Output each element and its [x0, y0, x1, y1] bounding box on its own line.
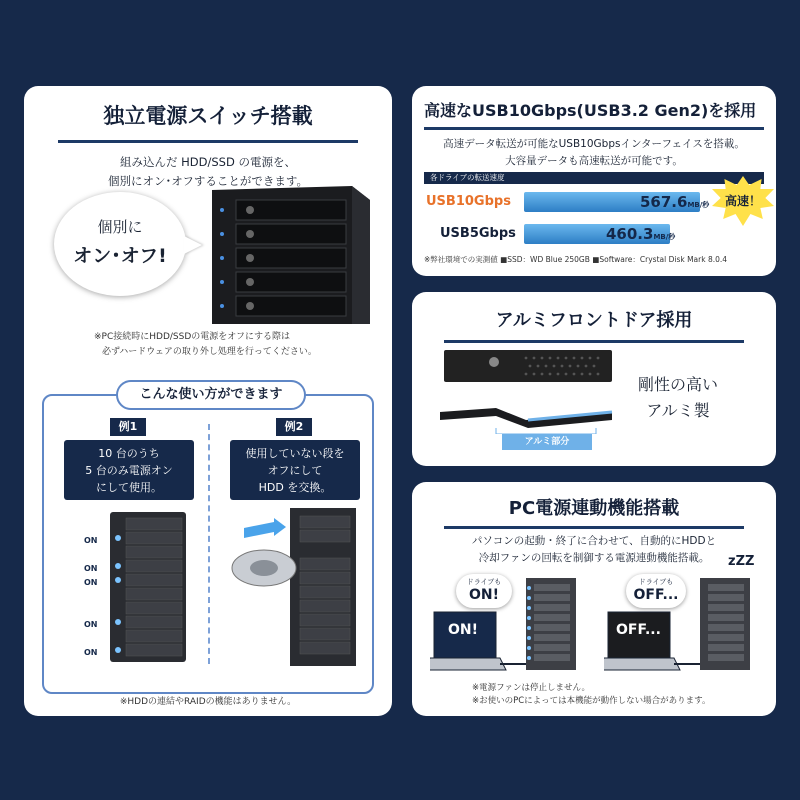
- pc-notes: [472, 682, 711, 708]
- divider: [208, 424, 210, 664]
- alu-text-line: アルミ製: [646, 401, 710, 420]
- front-door-image: [436, 350, 616, 434]
- pc-connection-note: [94, 330, 317, 360]
- on-label: ON: [84, 620, 98, 629]
- example-line: 5 台のみ電源オン: [85, 464, 173, 477]
- card-description: [412, 533, 776, 567]
- drive-off-bubble: [626, 574, 686, 608]
- usage-examples-box: [42, 387, 374, 694]
- usb-speed-card: [412, 86, 776, 276]
- on-label: ON: [84, 578, 98, 587]
- title-rule: [444, 340, 744, 343]
- note-line: ※電源ファンは停止しません。: [472, 683, 590, 693]
- bubble-line: オン･オフ!: [73, 245, 167, 267]
- example-line: オフにして: [267, 464, 323, 477]
- independent-power-card: [24, 86, 392, 716]
- bubble-small-text: ドライブも: [638, 578, 674, 586]
- example-line: 10 台のうち: [98, 447, 160, 460]
- usb5-label: USB5Gbps: [440, 226, 516, 241]
- example-2-tag: 例2: [276, 418, 312, 436]
- bubble-small-text: ドライブも: [466, 578, 502, 586]
- aluminum-description: [638, 372, 718, 424]
- example-line: HDD を交換。: [258, 481, 332, 494]
- usage-examples-label: こんな使い方ができます: [116, 380, 306, 410]
- example-1-tag: 例1: [110, 418, 146, 436]
- speed-header: 各ドライブの転送速度: [424, 172, 764, 184]
- on-label: ON: [84, 564, 98, 573]
- title-rule: [424, 127, 764, 130]
- usb10-label: USB10Gbps: [426, 194, 511, 209]
- usb10-value: 567.6MB/秒: [640, 193, 710, 211]
- enclosure-image: [202, 186, 372, 326]
- on-label: ON: [84, 536, 98, 545]
- screen-on-text: ON!: [448, 622, 479, 638]
- card-title: アルミフロントドア採用: [495, 310, 693, 331]
- drive-on-bubble: [456, 574, 512, 608]
- fast-badge-text: 高速！: [724, 194, 761, 208]
- aluminum-door-card: [412, 292, 776, 466]
- bubble-tail: [184, 236, 202, 254]
- sleep-zzz: zZZ: [728, 554, 755, 569]
- card-title: 高速なUSB10Gbps(USB3.2 Gen2)を採用: [424, 101, 757, 120]
- example-2-box: [230, 440, 360, 500]
- card-title: PC電源連動機能搭載: [508, 498, 680, 519]
- screen-off-text: OFF...: [616, 622, 661, 638]
- individual-onoff-bubble: [54, 192, 186, 296]
- desc-line: 冷却ファンの回転を制御する電源連動機能搭載。: [478, 552, 710, 564]
- usb5-value: 460.3MB/秒: [606, 225, 676, 243]
- card-description: [412, 136, 776, 170]
- desc-line: パソコンの起動・終了に合わせて、自動的にHDDと: [471, 535, 717, 547]
- title-rule: [58, 140, 358, 143]
- note-line: 必ずハードウェアの取り外し処理を行ってください。: [102, 347, 317, 357]
- bubble-line: 個別に: [97, 218, 143, 236]
- note-line: ※PC接続時にHDD/SSDの電源をオフにする際は: [94, 332, 290, 342]
- desc-line: 高速データ転送が可能なUSB10Gbpsインターフェイスを搭載。: [443, 138, 745, 150]
- aluminum-part-tag: アルミ部分: [502, 434, 592, 450]
- card-title: 独立電源スイッチ搭載: [103, 104, 313, 128]
- example-1-box: [64, 440, 194, 500]
- note-line: ※お使いのPCによっては本機能が動作しない場合があります。: [472, 696, 711, 706]
- example-line: 使用していない段を: [245, 447, 345, 460]
- desc-line: 大容量データも高速転送が可能です。: [505, 155, 683, 167]
- bubble-large-text: OFF...: [633, 587, 679, 603]
- measurement-note: ※弊社環境での実測値 ■SSD：WD Blue 250GB ■Software：Crystal Disk Mark 8.0.4: [424, 255, 728, 264]
- on-label: ON: [84, 648, 98, 657]
- bubble-large-text: ON!: [468, 587, 499, 603]
- drive-swap-image: [230, 508, 360, 666]
- desc-line: 組み込んだ HDD/SSD の電源を、: [120, 155, 296, 169]
- alu-text-line: 剛性の高い: [638, 375, 719, 394]
- desc-line: 個別にオン･オフすることができます。: [108, 174, 308, 188]
- title-rule: [444, 526, 744, 529]
- ten-bay-enclosure-image: [110, 512, 186, 662]
- raid-note: ※HDDの連結やRAIDの機能はありません。: [119, 697, 297, 707]
- pc-power-link-card: [412, 482, 776, 716]
- example-line: にして使用。: [96, 481, 162, 494]
